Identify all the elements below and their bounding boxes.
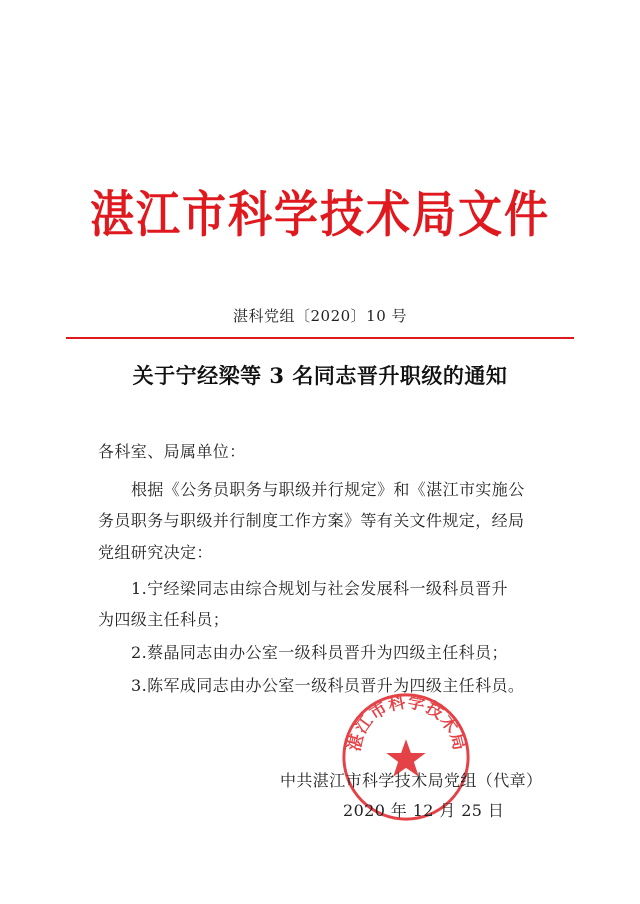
- list-item-1-line-1: 1.宁经梁同志由综合规划与社会发展科一级科员晋升: [131, 579, 508, 598]
- document-number: 湛科党组〔2020〕10 号: [232, 307, 408, 325]
- seal-text: 湛江市科学技术局: [343, 691, 471, 753]
- issue-date: 2020 年 12 月 25 日: [343, 801, 505, 820]
- list-item-2: 2.蔡晶同志由办公室一级科员晋升为四级主任科员；: [131, 643, 508, 662]
- body-paragraph-line-1: 根据《公务员职务与职级并行规定》和《湛江市实施公: [131, 480, 525, 499]
- notice-title: 关于宁经梁等 3 名同志晋升职级的通知: [132, 363, 508, 388]
- list-item-1-line-2: 为四级主任科员；: [98, 610, 230, 629]
- salutation: 各科室、局属单位：: [98, 442, 246, 461]
- body-paragraph-line-2: 务员职务与职级并行制度工作方案》等有关文件规定，经局: [98, 511, 525, 530]
- body-paragraph-line-3: 党组研究决定：: [98, 543, 213, 562]
- issuer-header: 湛江市科学技术局文件: [90, 186, 550, 244]
- list-item-3: 3.陈军成同志由办公室一级科员晋升为四级主任科员。: [131, 676, 525, 695]
- red-divider-line: [66, 337, 574, 339]
- issuer-signature: 中共湛江市科学技术局党组（代章）: [280, 771, 543, 790]
